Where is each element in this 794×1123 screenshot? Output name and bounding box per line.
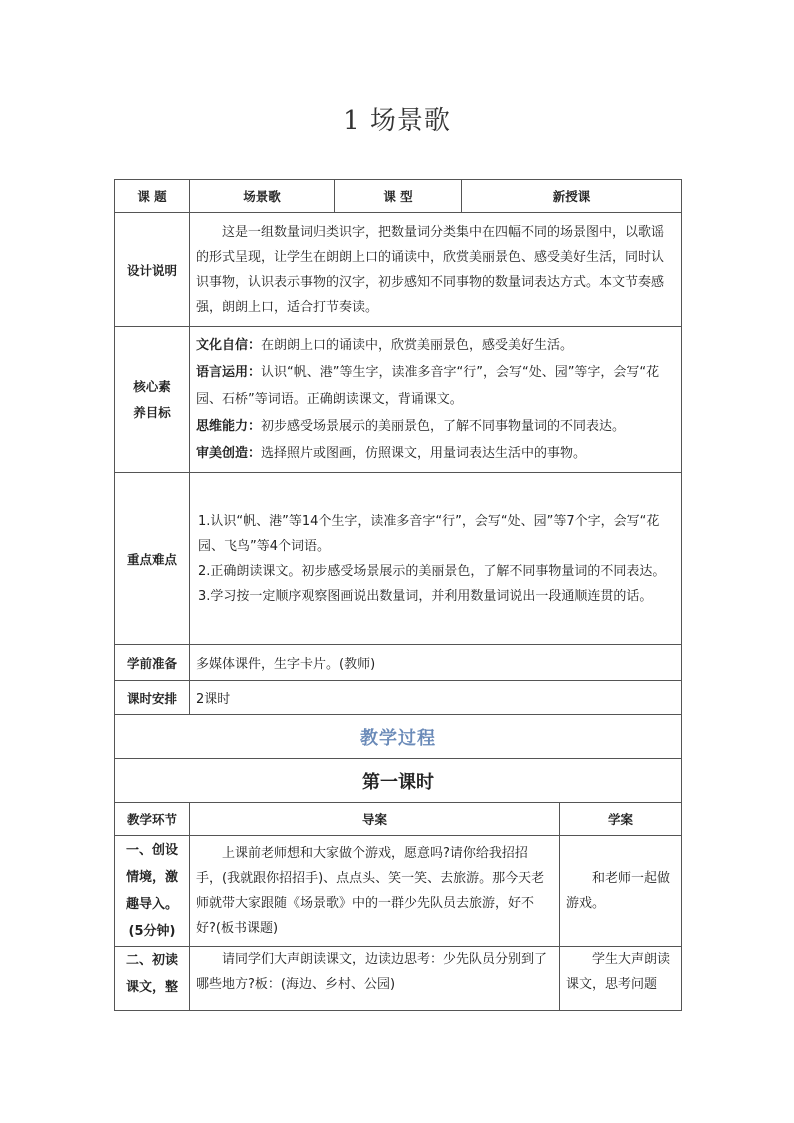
lesson-title: 第一课时	[115, 759, 682, 803]
core-goal-item: 审美创造：选择照片或图画，仿照课文，用量词表达生活中的事物。	[196, 446, 587, 461]
guide-header: 导案	[190, 803, 560, 836]
guide-cell: 上课前老师想和大家做个游戏，愿意吗?请你给我招招手，(我就跟你招招手)、点点头、笑一笑、去旅游。那今天老师就带大家跟随《场景歌》中的一群少先队员去旅游，好不好?(板书课题)	[190, 836, 560, 947]
core-goal-item: 文化自信：在朗朗上口的诵读中，欣赏美丽景色，感受美好生活。	[196, 338, 574, 353]
topic-label: 课 题	[115, 180, 190, 213]
page-title: 1 场景歌	[343, 106, 451, 136]
hours-label: 课时安排	[115, 681, 190, 715]
core-goals	[190, 327, 682, 473]
stage-cell: 二、初读课文，整	[115, 947, 190, 1011]
study-cell: 学生大声朗读课文，思考问题	[560, 947, 682, 1011]
prep-value: 多媒体课件，生字卡片。(教师)	[190, 645, 682, 681]
lesson-plan-table	[114, 179, 682, 1011]
process-row	[115, 715, 682, 759]
core-goal-item: 思维能力：初步感受场景展示的美丽景色，了解不同事物量词的不同表达。	[196, 419, 626, 434]
study-cell: 和老师一起做游戏。	[560, 836, 682, 947]
table-row	[115, 947, 682, 1011]
table-row	[115, 836, 682, 947]
key-points	[190, 473, 682, 645]
core-label	[115, 327, 190, 473]
core-row	[115, 327, 682, 473]
stage-cell: 一、创设情境，激趣导入。(5分钟)	[115, 836, 190, 947]
hours-row	[115, 681, 682, 715]
stage-header: 教学环节	[115, 803, 190, 836]
prep-label: 学前准备	[115, 645, 190, 681]
key-label: 重点难点	[115, 473, 190, 645]
core-goal-item: 语言运用：认识“帆、港”等生字，读准多音字“行”，会写“处、园”等字，会写“花园、石桥”等词语。正确朗读课文，背诵课文。	[196, 365, 660, 407]
lesson-row	[115, 759, 682, 803]
topic-value: 场景歌	[190, 180, 335, 213]
study-header: 学案	[560, 803, 682, 836]
type-label: 课 型	[335, 180, 462, 213]
key-row	[115, 473, 682, 645]
process-header-row	[115, 803, 682, 836]
guide-cell: 请同学们大声朗读课文，边读边思考：少先队员分别到了哪些地方?板：(海边、乡村、公园)	[190, 947, 560, 1011]
topic-row	[115, 180, 682, 213]
hours-value: 2课时	[190, 681, 682, 715]
process-title: 教学过程	[115, 715, 682, 759]
prep-row	[115, 645, 682, 681]
type-value: 新授课	[462, 180, 682, 213]
key-point-item: 3.学习按一定顺序观察图画说出数量词，并利用数量词说出一段通顺连贯的话。	[198, 588, 653, 604]
core-label-text: 核心素养目标	[133, 378, 171, 420]
design-label: 设计说明	[115, 213, 190, 327]
key-point-item: 1.认识“帆、港”等14个生字，读准多音字“行”，会写“处、园”等7个字，会写“花园、飞鸟”等4个词语。	[198, 513, 660, 554]
design-text: 这是一组数量词归类识字，把数量词分类集中在四幅不同的场景图中，以歌谣的形式呈现，让学生在朗朗上口的诵读中，欣赏美丽景色、感受美好生活，同时认识事物，认识表示事物的汉字，初步感知不同事物的数量词表达方式。本文节奏感强，朗朗上口，适合打节奏读。	[190, 213, 682, 327]
key-point-item: 2.正确朗读课文。初步感受场景展示的美丽景色，了解不同事物量词的不同表达。	[198, 563, 666, 579]
design-row	[115, 213, 682, 327]
